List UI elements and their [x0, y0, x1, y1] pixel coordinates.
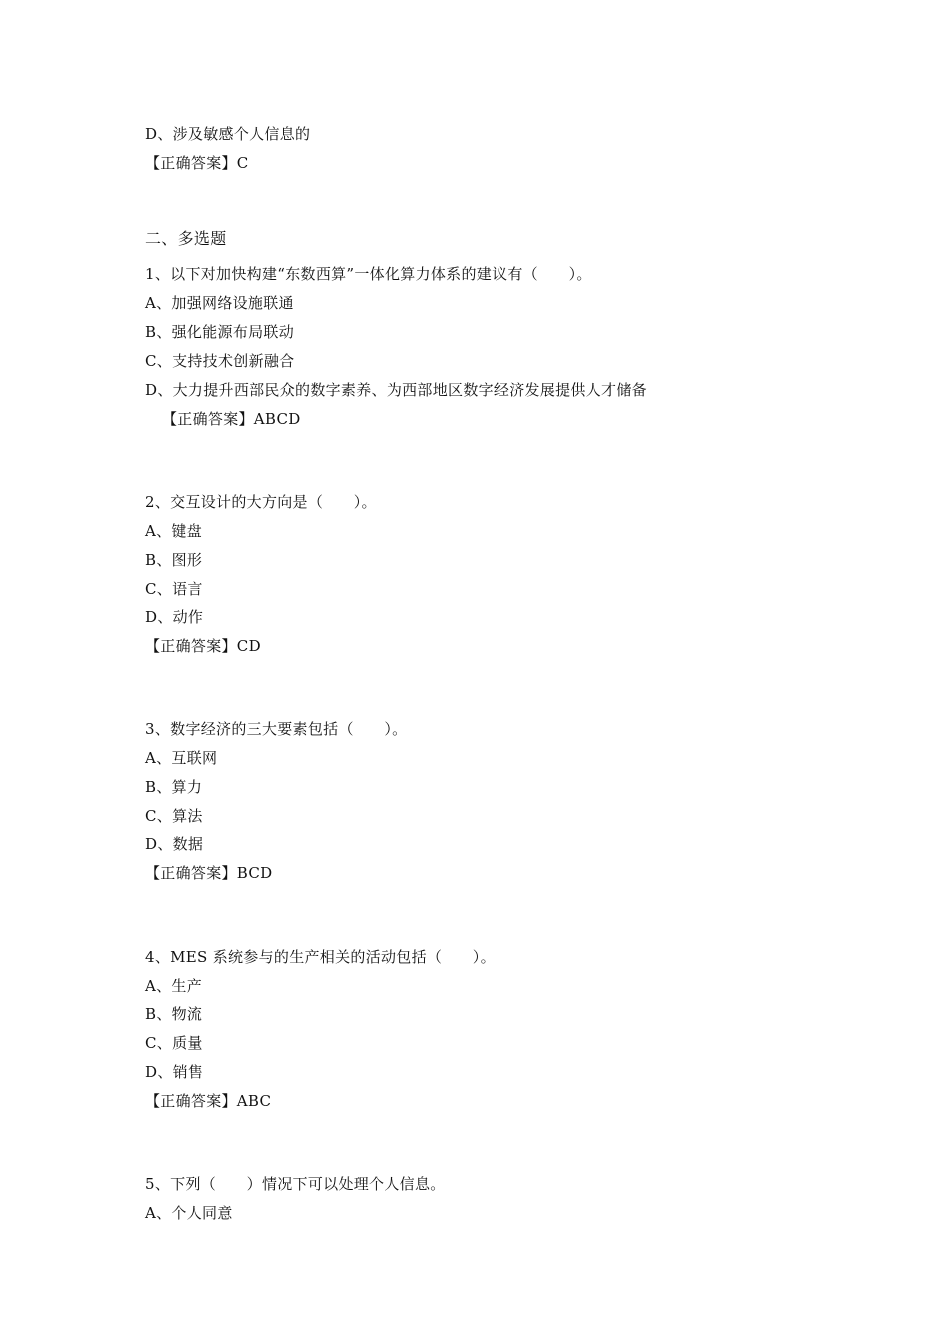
question-3-option-d: D、数据: [145, 835, 204, 853]
question-4-option-c: C、质量: [145, 1034, 203, 1052]
question-4-option-d: D、销售: [145, 1063, 204, 1081]
question-3-stem: 3、数字经济的三大要素包括（ ）。: [145, 720, 408, 738]
question-2-option-c: C、语言: [145, 580, 203, 598]
question-2-answer: 【正确答案】CD: [145, 637, 261, 655]
question-1-option-c: C、支持技术创新融合: [145, 352, 295, 370]
question-5-option-a: A、个人同意: [145, 1204, 233, 1222]
question-1-option-b: B、强化能源布局联动: [145, 323, 295, 341]
question-4-option-a: A、生产: [145, 977, 203, 995]
question-3-option-c: C、算法: [145, 807, 203, 825]
question-2-stem: 2、交互设计的大方向是（ ）。: [145, 493, 377, 511]
question-2-option-a: A、键盘: [145, 522, 203, 540]
question-3-option-b: B、算力: [145, 778, 203, 796]
question-4-answer: 【正确答案】ABC: [145, 1092, 272, 1110]
question-5-stem: 5、下列（ ）情况下可以处理个人信息。: [145, 1175, 446, 1193]
question-2-option-d: D、动作: [145, 608, 204, 626]
question-2-option-b: B、图形: [145, 551, 203, 569]
question-1-answer: 【正确答案】ABCD: [162, 410, 301, 428]
question-1-option-a: A、加强网络设施联通: [145, 294, 294, 312]
prev-question-answer: 【正确答案】C: [145, 154, 249, 172]
question-3-answer: 【正确答案】BCD: [145, 864, 273, 882]
question-1-option-d: D、大力提升西部民众的数字素养、为西部地区数字经济发展提供人才储备: [145, 381, 647, 399]
question-4-stem: 4、MES 系统参与的生产相关的活动包括（ ）。: [145, 948, 496, 966]
question-1-stem: 1、以下对加快构建“东数西算”一体化算力体系的建议有（ ）。: [145, 265, 592, 283]
prev-question-option-d: D、涉及敏感个人信息的: [145, 125, 311, 143]
section-title: 二、多选题: [145, 229, 227, 248]
question-4-option-b: B、物流: [145, 1005, 203, 1023]
question-3-option-a: A、互联网: [145, 749, 218, 767]
